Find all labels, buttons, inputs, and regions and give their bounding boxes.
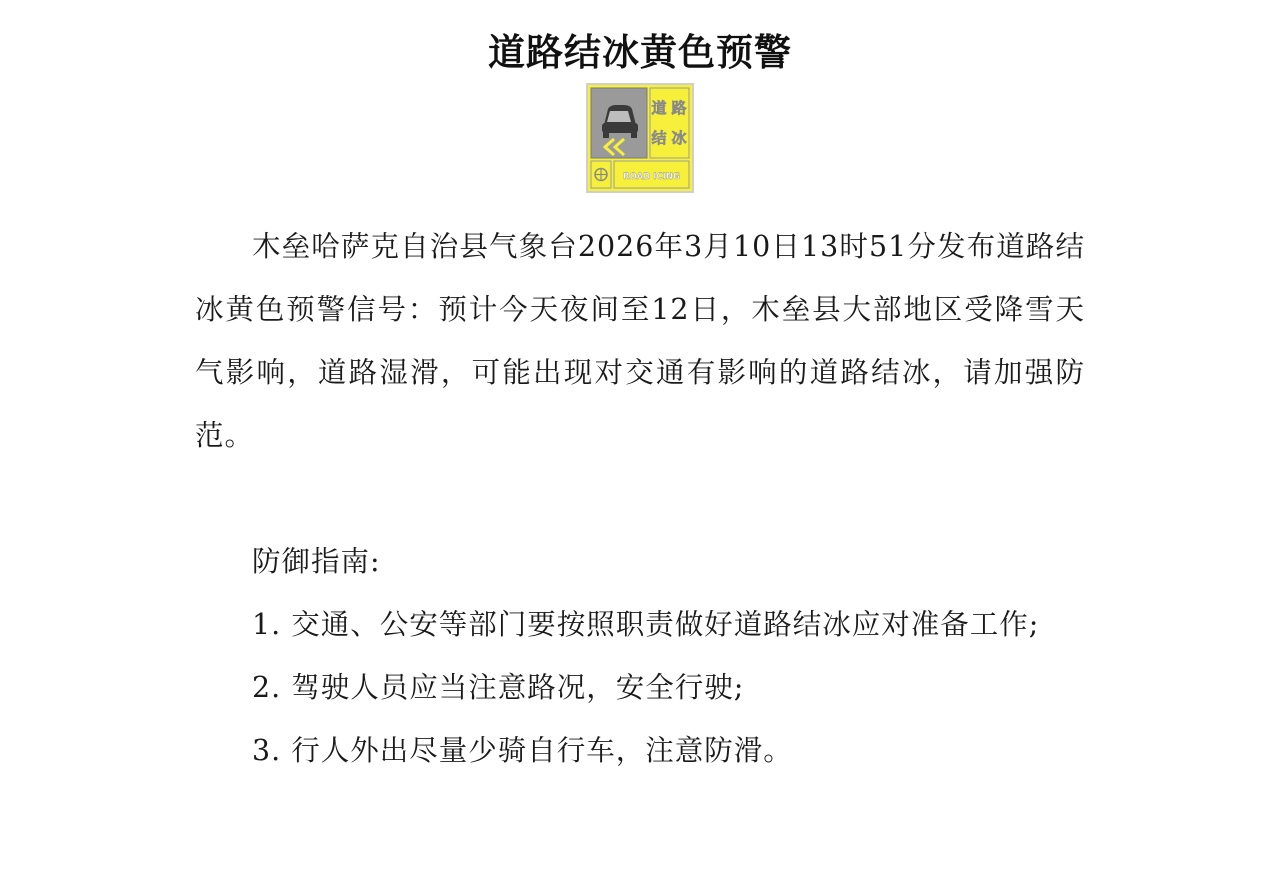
road-icing-warning-icon [586,83,694,193]
spacer [195,467,1085,530]
guide-item: 1. 交通、公安等部门要按照职责做好道路结冰应对准备工作; [252,608,1040,641]
icon-char: 结 [651,129,667,147]
icon-bottom-label: ROAD ICING [623,172,680,182]
icon-char: 路 [671,99,687,117]
guide-item: 3. 行人外出尽量少骑自行车，注意防滑。 [252,734,793,767]
document-body [195,215,1085,782]
weather-logo-icon [595,169,607,181]
icon-char: 道 [651,99,667,117]
guide-heading: 防御指南: [252,545,381,578]
guide-item: 2. 驾驶人员应当注意路况，安全行驶; [252,671,745,704]
warning-notice: 木垒哈萨克自治县气象台2026年3月10日13时51分发布道路结冰黄色预警信号：预计今天夜间至12日，木垒县大部地区受降雪天气影响，道路湿滑，可能出现对交通有影响的道路结冰，请加强防范。 [195,230,1085,452]
guide-list [195,593,1085,782]
page-title: 道路结冰黄色预警 [488,30,792,74]
icon-char: 冰 [671,129,687,147]
